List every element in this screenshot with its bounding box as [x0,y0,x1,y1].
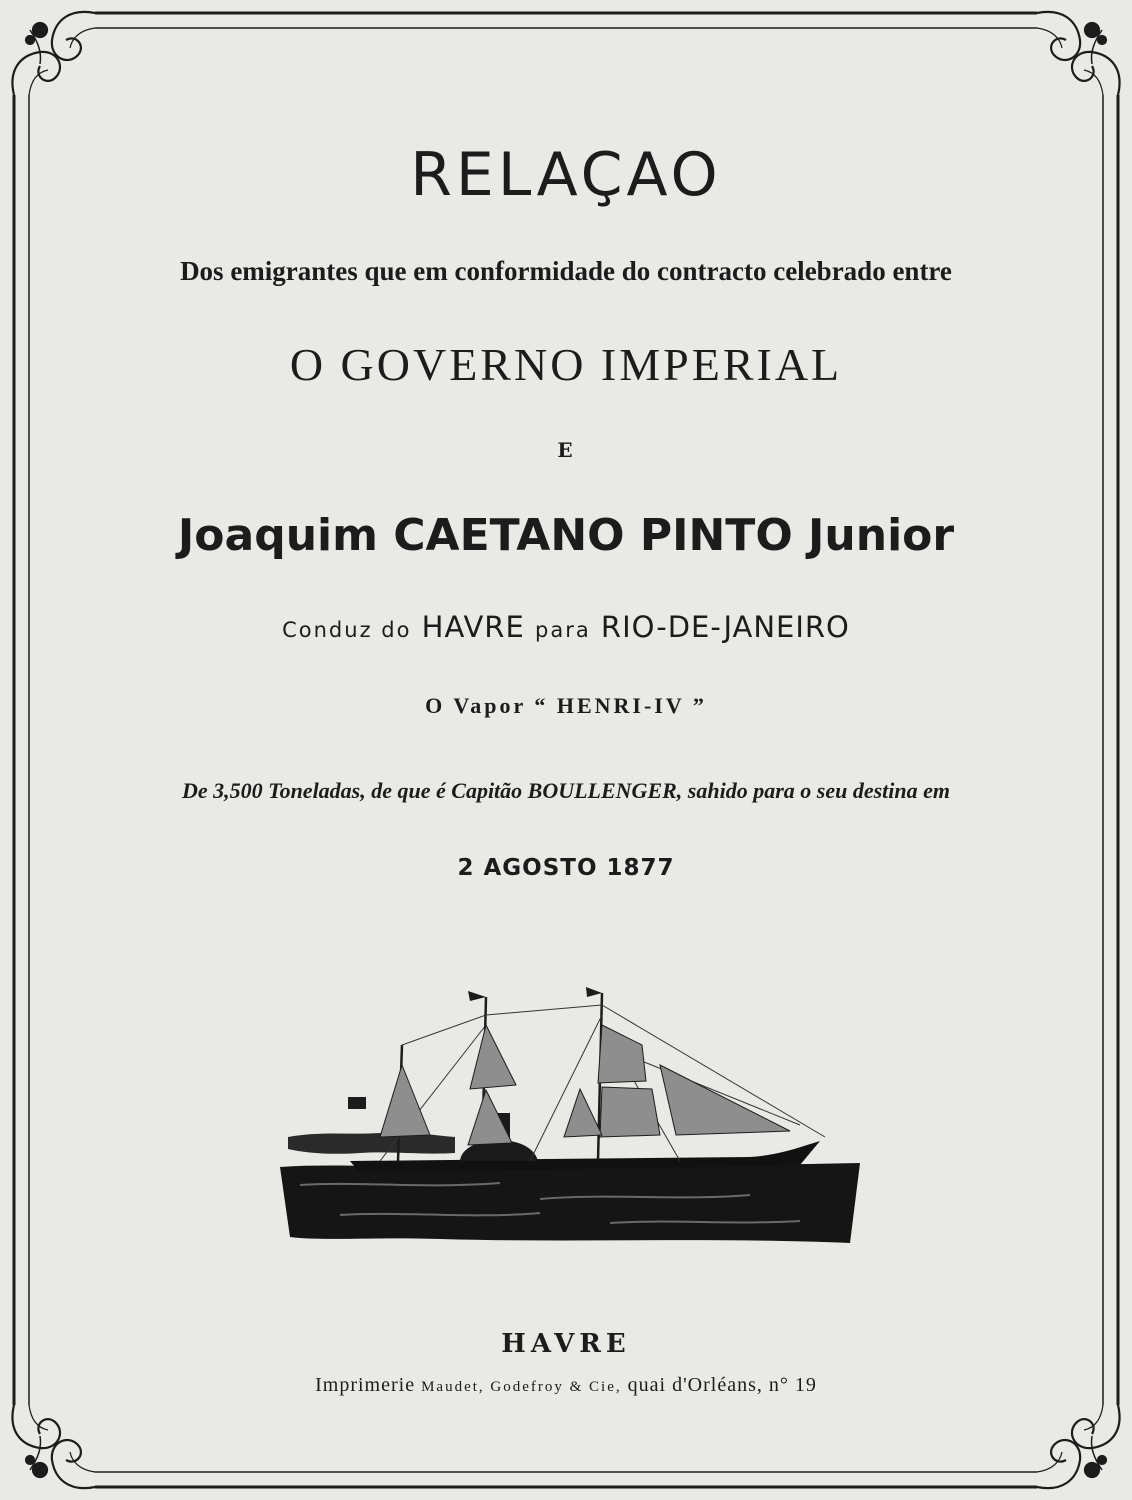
intro-line: Dos emigrantes que em conformidade do contracto celebrado entre [180,256,952,286]
tonnage-line: De 3,500 Toneladas, de que é Capitão BOULLENGER, sahido para o seu destina em [182,778,950,803]
printer-label: Imprimerie [315,1374,416,1396]
conjunction: E [557,438,575,462]
party-one: O GOVERNO IMPERIAL [289,339,843,390]
corner-ornament-top-right-icon [1037,12,1120,95]
printer-address: quai d'Orléans, n° 19 [627,1374,817,1396]
corner-ornament-top-left-icon [12,12,95,95]
route-origin: HAVRE [421,610,525,644]
route-destination: RIO-DE-JANEIRO [600,610,850,644]
steamship-icon [280,985,860,1245]
corner-ornament-bottom-right-icon [1037,1405,1120,1488]
printer-imprint [0,1374,1132,1397]
departure-date: 2 AGOSTO 1877 [457,855,675,881]
document-title: RELAÇAO [410,140,722,210]
corner-ornament-bottom-left-icon [12,1405,95,1488]
printing-place: HAVRE [501,1329,631,1359]
party-two: Joaquim CAETANO PINTO Junior [177,510,955,561]
route-line [0,610,1132,644]
route-preposition: para [535,618,591,642]
vessel-name: O Vapor “ HENRI-IV ” [425,693,707,718]
printer-name: Maudet, Godefroy & Cie, [421,1379,622,1395]
route-verb: Conduz do [282,618,412,642]
